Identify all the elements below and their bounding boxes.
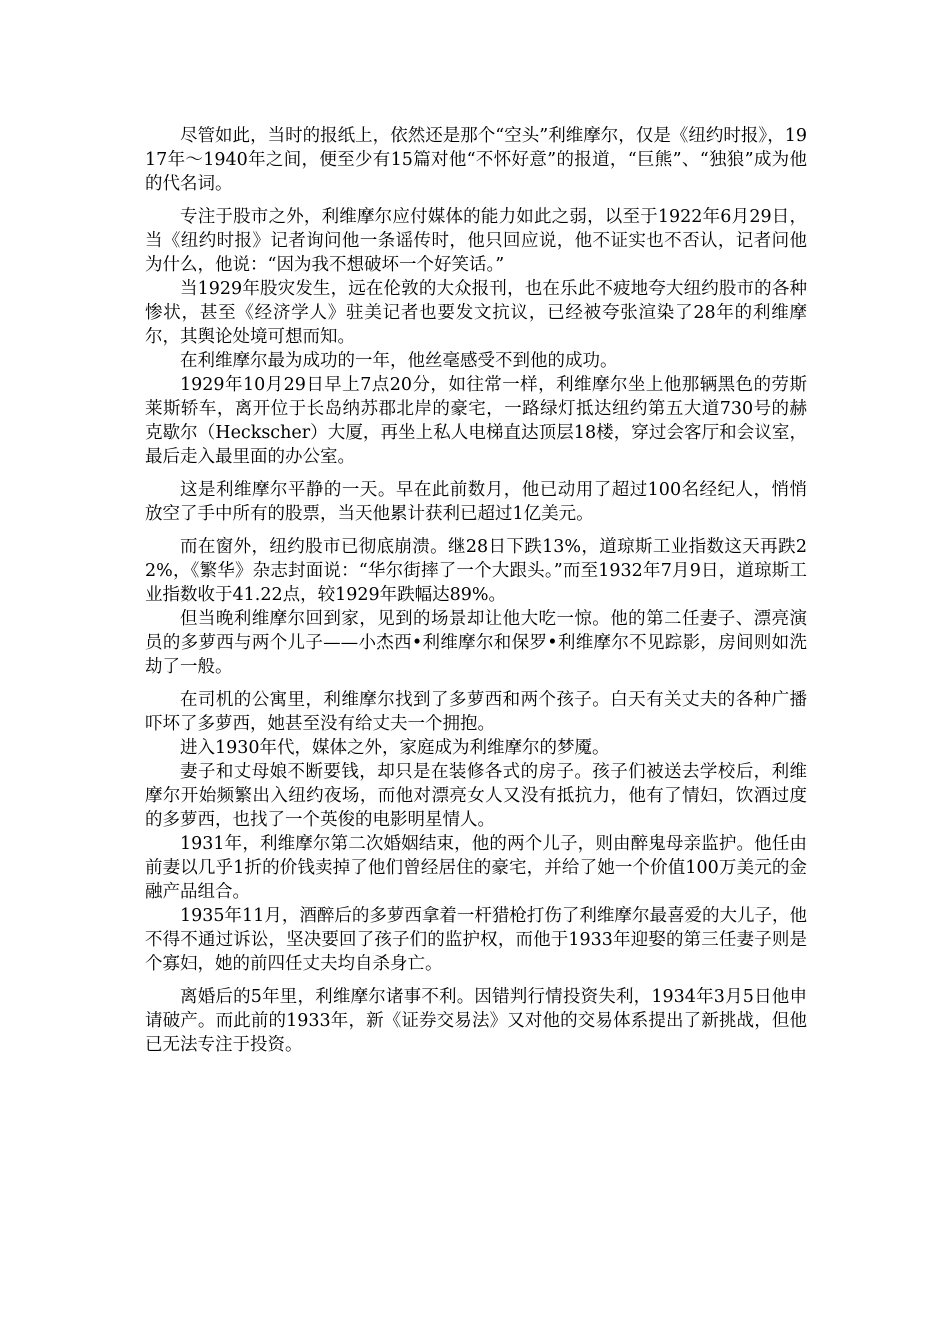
paragraph-7: 而在窗外，纽约股市已彻底崩溃。继28日下跌13%，道琼斯工业指数这天再跌22%，《繁华》杂志封面说：“华尔街摔了一个大跟头。”而至1932年7月9日，道琼斯工业指数收于41.22点，较1929年跌幅达89%。 (145, 537, 807, 605)
paragraph-4: 在利维摩尔最为成功的一年，他丝毫感受不到他的成功。 (180, 351, 618, 371)
paragraph-6: 这是利维摩尔平静的一天。早在此前数月，他已动用了超过100名经纪人，悄悄放空了手中所有的股票，当天他累计获利已超过1亿美元。 (145, 480, 807, 524)
paragraph-11: 妻子和丈母娘不断要钱，却只是在装修各式的房子。孩子们被送去学校后，利维摩尔开始频繁出入纽约夜场，而他对漂亮女人又没有抵抗力，他有了情妇，饮酒过度的多萝西，也找了一个英俊的电影明星情人。 (145, 762, 807, 830)
paragraph-14: 离婚后的5年里，利维摩尔诸事不利。因错判行情投资失利，1934年3月5日他申请破产。而此前的1933年，新《证券交易法》又对他的交易体系提出了新挑战，但他已无法专注于投资。 (145, 987, 807, 1055)
paragraph-2: 专注于股市之外，利维摩尔应付媒体的能力如此之弱，以至于1922年6月29日，当《纽约时报》记者询问他一条谣传时，他只回应说，他不证实也不否认，记者问他为什么，他说：“因为我不想破坏一个好笑话。” (145, 207, 807, 275)
paragraph-10: 进入1930年代，媒体之外，家庭成为利维摩尔的梦魇。 (180, 738, 610, 758)
paragraph-1: 尽管如此，当时的报纸上，依然还是那个“空头”利维摩尔，仅是《纽约时报》，1917年～1940年之间，便至少有15篇对他“不怀好意”的报道，“巨熊”、“独狼”成为他的代名词。 (145, 126, 807, 194)
paragraph-5: 1929年10月29日早上7点20分，如往常一样，利维摩尔坐上他那辆黑色的劳斯莱斯轿车，离开位于长岛纳苏郡北岸的豪宅，一路绿灯抵达纽约第五大道730号的赫克歇尔（Heckscher）大厦，再坐上私人电梯直达顶层18楼，穿过会客厅和会议室，最后走入最里面的办公室。 (145, 375, 807, 467)
paragraph-9: 在司机的公寓里，利维摩尔找到了多萝西和两个孩子。白天有关丈夫的各种广播吓坏了多萝西，她甚至没有给丈夫一个拥抱。 (145, 690, 807, 734)
paragraph-12: 1931年，利维摩尔第二次婚姻结束，他的两个儿子，则由醉鬼母亲监护。他任由前妻以几乎1折的价钱卖掉了他们曾经居住的豪宅，并给了她一个价值100万美元的金融产品组合。 (145, 834, 807, 902)
document-body (145, 124, 807, 1057)
paragraph-3: 当1929年股灾发生，远在伦敦的大众报刊，也在乐此不疲地夸大纽约股市的各种惨状，甚至《经济学人》驻美记者也要发文抗议，已经被夸张渲染了28年的利维摩尔，其舆论处境可想而知。 (145, 279, 807, 347)
paragraph-13: 1935年11月，酒醉后的多萝西拿着一杆猎枪打伤了利维摩尔最喜爱的大儿子，他不得不通过诉讼，坚决要回了孩子们的监护权，而他于1933年迎娶的第三任妻子则是个寡妇，她的前四任丈夫均自杀身亡。 (145, 906, 807, 974)
paragraph-8: 但当晚利维摩尔回到家，见到的场景却让他大吃一惊。他的第二任妻子、漂亮演员的多萝西与两个儿子——小杰西•利维摩尔和保罗•利维摩尔不见踪影，房间则如洗劫了一般。 (145, 609, 807, 677)
